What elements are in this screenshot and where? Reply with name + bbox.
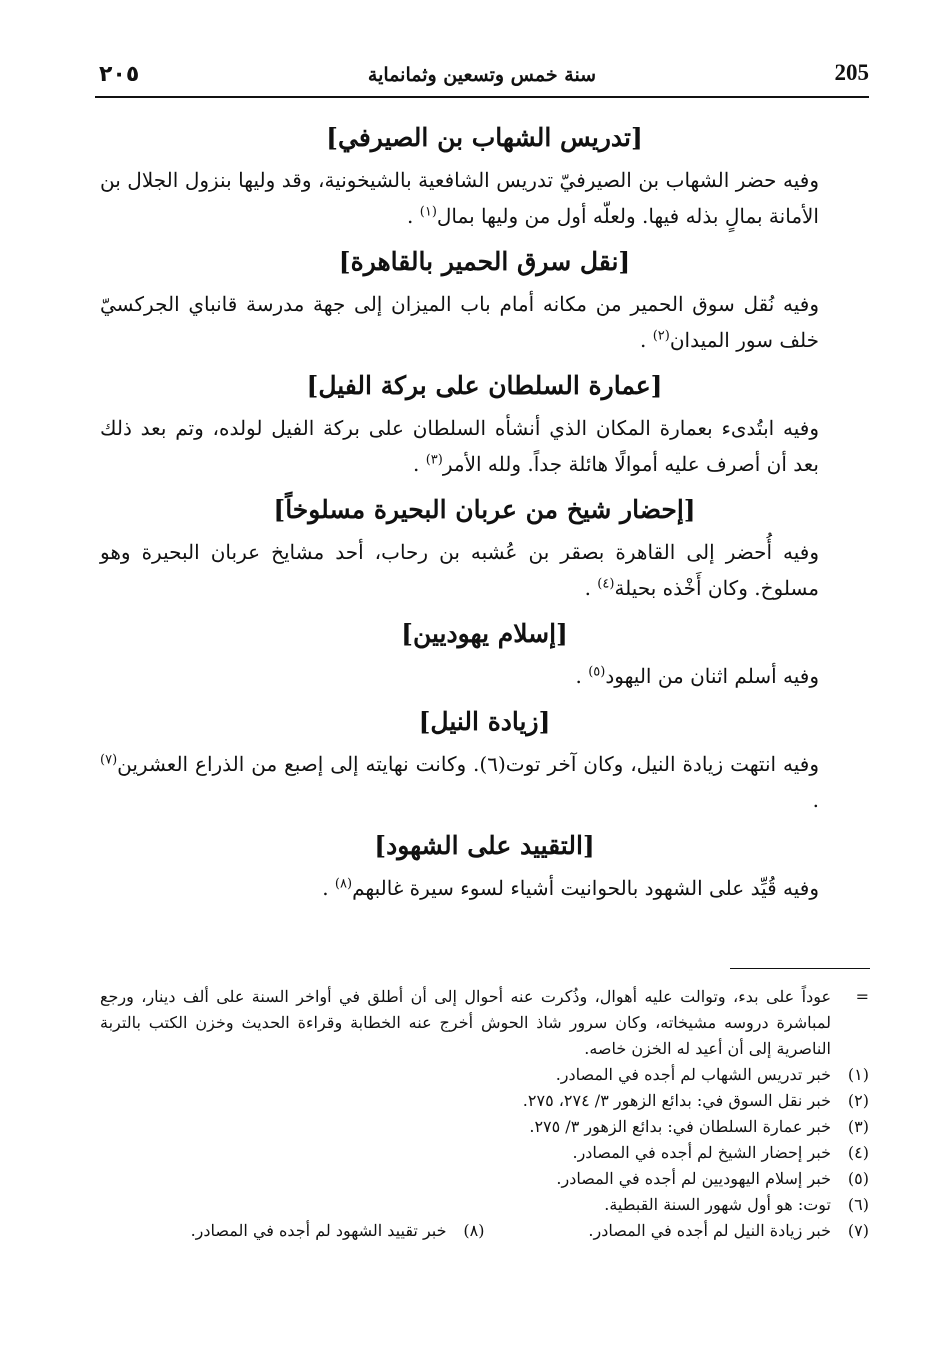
footnote: [100, 1140, 869, 1166]
footnote: [100, 1192, 869, 1218]
paragraph-text: وفيه نُقل سوق الحمير من مكانه أمام باب الميزان إلى جهة مدرسة قانباي الجركسيّ خلف سور الميدان: [100, 292, 819, 352]
section: [100, 366, 869, 482]
footnote-text: خبر نقل السوق في: بدائع الزهور ٣/ ٢٧٤، ٢٧٥.: [522, 1091, 831, 1110]
paragraph-end: .: [322, 876, 329, 900]
section: [100, 490, 869, 606]
continued-note: [100, 984, 869, 1062]
page-header: [95, 58, 869, 98]
footnote-number: (٨): [463, 1221, 485, 1240]
section-paragraph: [100, 658, 869, 694]
footnote-number: (٧): [847, 1221, 869, 1240]
section-title: [زيادة النيل]: [418, 707, 551, 736]
paragraph-end: .: [812, 788, 819, 812]
running-title: سنة خمس وتسعين وثمانماية: [367, 64, 597, 86]
footnote-text: خبر تدريس الشهاب لم أجده في المصادر.: [555, 1065, 831, 1084]
section: [100, 826, 869, 906]
footnote-text: خبر تقييد الشهود لم أجده في المصادر.: [190, 1221, 447, 1240]
section-paragraph: [100, 162, 869, 234]
footnote-row: [100, 1218, 869, 1244]
paragraph-text: وفيه أُحضر إلى القاهرة بصقر بن عُشبه بن رحاب، أحد مشايخ عربان البحيرة وهو مسلوخ. وكان أَخْذه بحيلة: [100, 540, 819, 600]
footnote: [100, 1218, 485, 1244]
section-paragraph: [100, 870, 869, 906]
footnote-number: (٤): [847, 1143, 869, 1162]
paragraph-end: .: [407, 204, 414, 228]
footnote-separator: [730, 968, 870, 969]
paragraph-text: وفيه حضر الشهاب بن الصيرفيّ تدريس الشافعية بالشيخونية، وقد وليها بنزول الجلال بن الأمانة بمالٍ بذله فيها. ولعلّه أول من وليها بمال: [100, 168, 819, 228]
footnote-text: خبر عمارة السلطان في: بدائع الزهور ٣/ ٢٧٥.: [529, 1117, 831, 1136]
footnote-ref: (٤): [597, 576, 615, 592]
paragraph-end: .: [575, 664, 582, 688]
footnote-ref: (٨): [334, 876, 353, 892]
footnote-number: (٥): [847, 1169, 869, 1188]
section: [100, 242, 869, 358]
footnote: [485, 1218, 870, 1244]
footnote-number: (٢): [847, 1091, 869, 1110]
main-text: [100, 118, 869, 914]
footnote-number: (٦): [847, 1195, 869, 1214]
section-title: [عمارة السلطان على بركة الفيل]: [306, 371, 663, 400]
section-paragraph: [100, 286, 869, 358]
paragraph-end: .: [584, 576, 591, 600]
footnote-number: (٣): [847, 1117, 869, 1136]
section-paragraph: [100, 534, 869, 606]
footnote: [100, 1114, 869, 1140]
page-number-latin: 205: [834, 60, 869, 85]
section-title: [التقييد على الشهود]: [374, 831, 595, 860]
paragraph-text: وفيه أسلم اثنان من اليهود: [605, 664, 819, 688]
footnote-ref: (٣): [425, 452, 443, 468]
footnote: [100, 1166, 869, 1192]
footnote-text: خبر إحضار الشيخ لم أجده في المصادر.: [572, 1143, 831, 1162]
footnote-text: خبر زيادة النيل لم أجده في المصادر.: [588, 1221, 831, 1240]
paragraph-text: وفيه ابتُدىء بعمارة المكان الذي أنشأه السلطان على بركة الفيل لولده، وتم بعد ذلك بعد أن أصرف عليه أموالًا هائلة جداً. ولله الأمر: [100, 416, 819, 476]
section-title: [تدريس الشهاب بن الصيرفي]: [326, 123, 643, 152]
footnote-text: خبر إسلام اليهوديين لم أجده في المصادر.: [556, 1169, 831, 1188]
paragraph-end: .: [640, 328, 647, 352]
section-paragraph: [100, 410, 869, 482]
footnote-ref: (٥): [588, 664, 606, 680]
section-title: [نقل سرق الحمير بالقاهرة]: [338, 247, 631, 276]
footnote-ref: (١): [419, 204, 437, 220]
section-title: [إسلام يهوديين]: [401, 619, 568, 648]
section: [100, 702, 869, 818]
footnote: [100, 1062, 869, 1088]
footnote: [100, 1088, 869, 1114]
continued-note-text: عوداً على بدء، وتوالت عليه أهوال، وذُكرت عنه أحوال إلى أن أطلق في أواخر السنة على ألف دينار، ورجع لمباشرة دروسه مشيخاته، وكان سرور شاذ الحوش أخرج عنه الخطابة وقراءة الحديث وخزن الكتب بالتربة الناصرية إلى أن أعيد له الخزن خاصه.: [100, 987, 832, 1058]
footnote-number: (١): [847, 1065, 869, 1084]
continuation-mark: =: [855, 987, 869, 1006]
section-paragraph: [100, 746, 869, 818]
footnotes: [100, 984, 869, 1244]
paragraph-text: وفيه قُيِّد على الشهود بالحوانيت أشياء لسوء سيرة غالبهم: [352, 876, 819, 900]
section: [100, 118, 869, 234]
section: [100, 614, 869, 694]
section-title: [إحضار شيخ من عربان البحيرة مسلوخاً]: [273, 495, 696, 524]
footnote-ref: (٢): [652, 328, 670, 344]
footnote-text: توت: هو أول شهور السنة القبطية.: [604, 1195, 831, 1214]
footnote-ref: (٧): [100, 752, 118, 768]
paragraph-text: وفيه انتهت زيادة النيل، وكان آخر توت(٦). وكانت نهايته إلى إصبع من الذراع العشرين: [117, 752, 819, 776]
page-number-arabic: ٢٠٥: [99, 62, 140, 87]
paragraph-end: .: [413, 452, 420, 476]
